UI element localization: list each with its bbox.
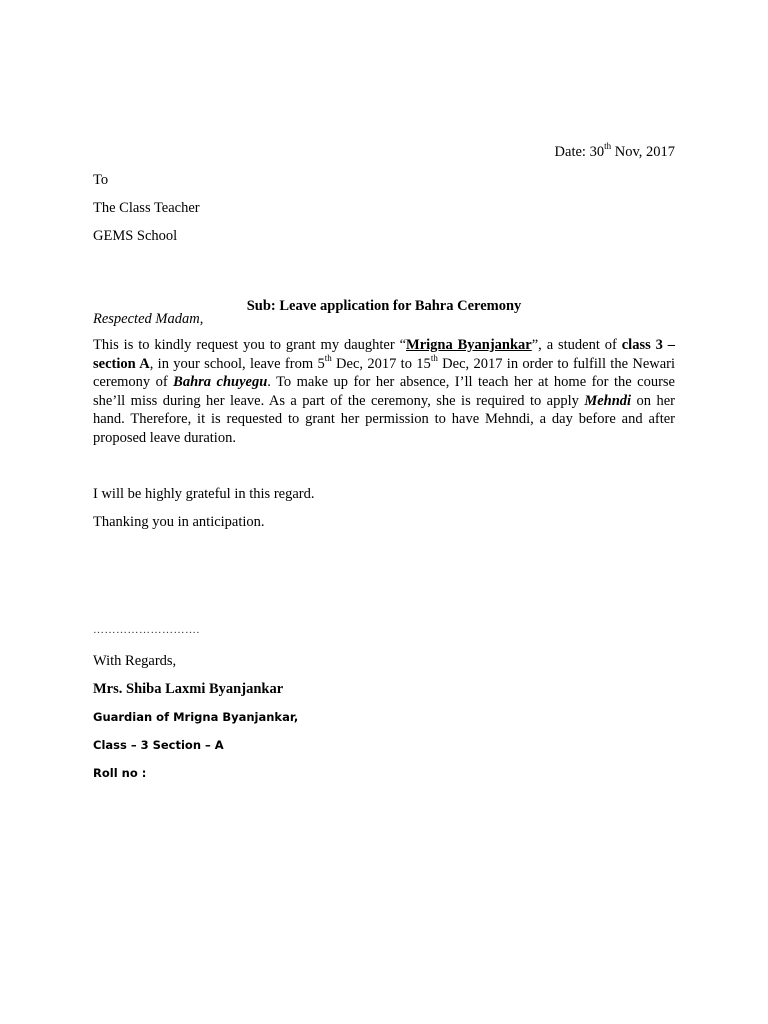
body-superscript-1: th (324, 352, 332, 363)
letter-date (555, 143, 675, 161)
grateful-line: I will be highly grateful in this regard. (93, 486, 315, 502)
body-part-2: ”, a student of (531, 337, 622, 353)
body-part-6: . To make up for her absence, I’ll teach her at home for the course she’ll miss during her leave. As a part of the ceremony, she is required to apply (93, 374, 675, 409)
regards-line: With Regards, (93, 653, 177, 669)
thanking-line: Thanking you in anticipation. (93, 514, 265, 530)
subject-line: Sub: Leave application for Bahra Ceremony (246, 297, 522, 314)
to-line: To (93, 172, 109, 188)
daughter-name: Mrigna Byanjankar (406, 337, 532, 353)
recipient-line: The Class Teacher (93, 200, 200, 216)
body-part-3: , in your school, leave from 5 (149, 355, 325, 372)
mehndi-term: Mehndi (584, 392, 632, 409)
signature-dotted-line: ………………………. (93, 624, 200, 636)
guardian-line: Guardian of Mrigna Byanjankar, (93, 710, 299, 724)
date-superscript: th (604, 141, 612, 152)
salutation: Respected Madam, (93, 311, 204, 327)
roll-line: Roll no : (93, 766, 147, 780)
body-part-4: Dec, 2017 to 15 (331, 355, 431, 372)
class-line: Class – 3 Section – A (93, 738, 224, 752)
ceremony-name: Bahra chuyegu (173, 374, 268, 390)
body-part-1: This is to kindly request you to grant my daughter “ (93, 337, 407, 353)
body-superscript-2: th (430, 352, 438, 363)
body-part-5: Dec, 2017 in order to fulfill the Newari ceremony of (93, 355, 676, 390)
sender-name: Mrs. Shiba Laxmi Byanjankar (93, 681, 284, 697)
school-line: GEMS School (93, 228, 178, 244)
body-paragraph (93, 336, 675, 447)
date-suffix: Nov, 2017 (611, 144, 675, 160)
body-part-7: on her hand. Therefore, it is requested to grant her permission to have Mehndi, a day before and after proposed leave duration. (93, 392, 676, 446)
date-prefix: Date: 30 (554, 144, 605, 160)
class-section: class 3 – section A (93, 337, 676, 372)
